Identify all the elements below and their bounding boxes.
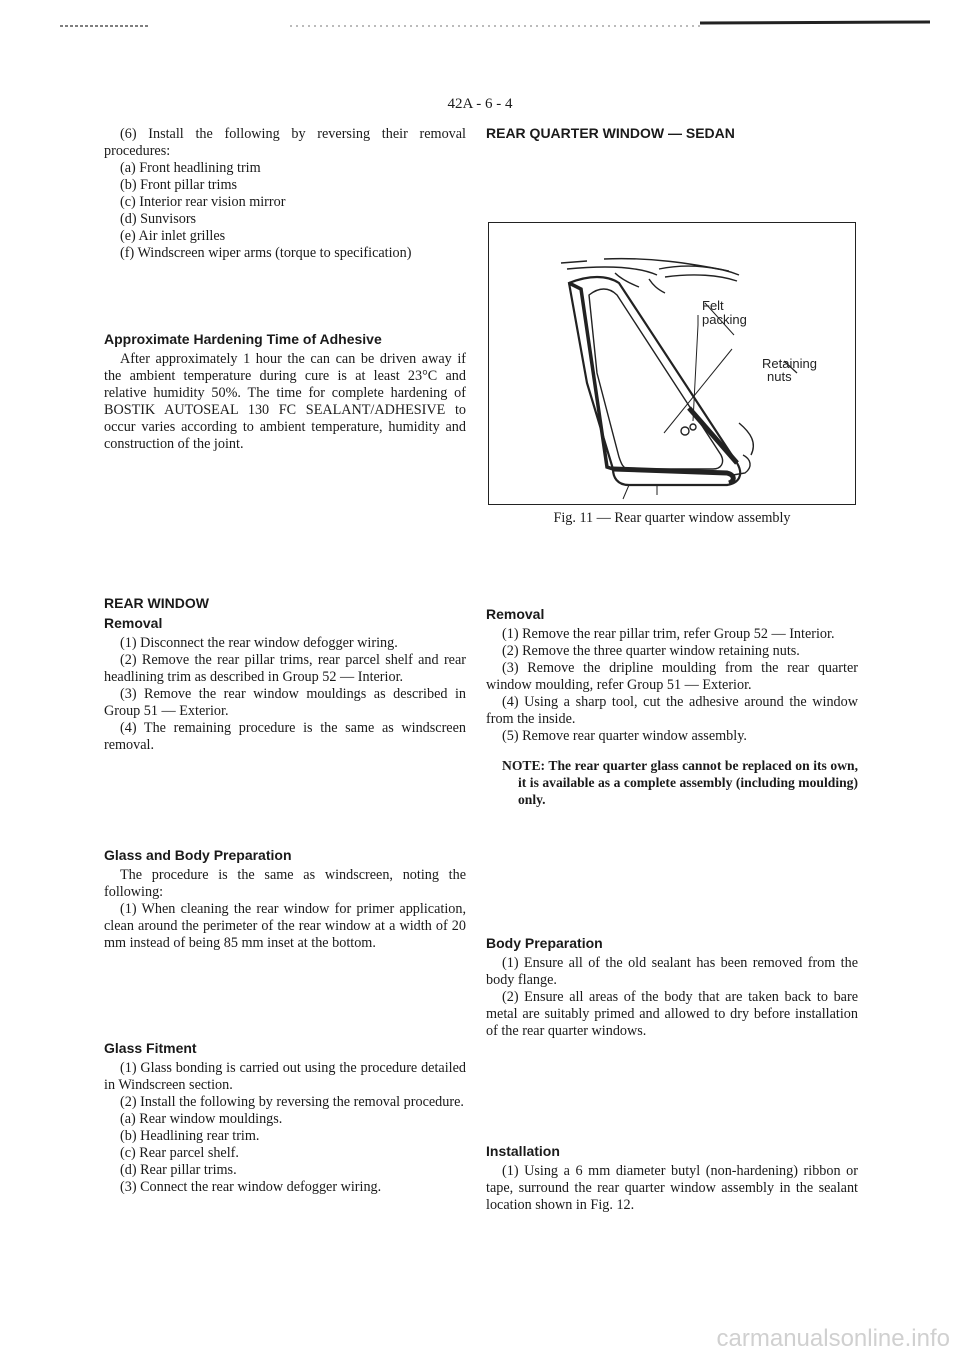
glass-body-section xyxy=(104,846,466,952)
list-item: (d) Sunvisors xyxy=(120,211,197,227)
note: NOTE: The rear quarter glass cannot be replaced on its own, it is available as a complete assembly (including moulding) only. xyxy=(502,758,858,807)
rear-window-section xyxy=(104,594,466,754)
glass-fitment-section xyxy=(104,1039,466,1196)
list-item: (a) Front headlining trim xyxy=(120,160,261,176)
step: (3) Remove the dripline moulding from the rear quarter window moulding, refer Group 51 — Exterior. xyxy=(486,660,858,693)
removal-section xyxy=(486,605,858,808)
step: (1) Disconnect the rear window defogger wiring. xyxy=(120,635,398,651)
step: (4) The remaining procedure is the same as windscreen removal. xyxy=(104,720,466,753)
step: (1) Using a 6 mm diameter butyl (non-hardening) ribbon or tape, surround the rear quarter window assembly in the sealant location shown in Fig. 12. xyxy=(486,1163,858,1213)
installation-heading: Installation xyxy=(486,1143,560,1159)
step: (1) Glass bonding is carried out using the procedure detailed in Windscreen section. xyxy=(104,1060,466,1093)
label-nuts: nuts xyxy=(767,369,792,384)
quarter-window-heading: REAR QUARTER WINDOW — SEDAN xyxy=(486,125,735,141)
step: (4) Using a sharp tool, cut the adhesive around the window from the inside. xyxy=(486,694,858,727)
step: (5) Remove rear quarter window assembly. xyxy=(502,728,747,744)
label-retaining: Retaining xyxy=(762,356,817,371)
step: (2) Remove the rear pillar trims, rear parcel shelf and rear headlining trim as described in Group 52 — Interior. xyxy=(104,652,466,685)
rear-window-heading: REAR WINDOW xyxy=(104,595,209,611)
step: (2) Remove the three quarter window retaining nuts. xyxy=(502,643,800,659)
list-item: (a) Rear window mouldings. xyxy=(120,1111,283,1127)
list-item: (b) Headlining rear trim. xyxy=(120,1128,260,1144)
step: (2) Ensure all areas of the body that are taken back to bare metal are suitably primed and allowed to dry before installation of the rear quarter windows. xyxy=(486,989,858,1039)
list-item: (d) Rear pillar trims. xyxy=(120,1162,237,1178)
label-packing: packing xyxy=(702,312,747,327)
list-item: (c) Rear parcel shelf. xyxy=(120,1145,239,1161)
list-item: (f) Windscreen wiper arms (torque to specification) xyxy=(120,245,412,261)
figure-caption: Fig. 11 — Rear quarter window assembly xyxy=(553,510,791,526)
quarter-window-illustration xyxy=(489,223,854,503)
step: (1) Ensure all of the old sealant has been removed from the body flange. xyxy=(486,955,858,988)
list-item: (c) Interior rear vision mirror xyxy=(120,194,286,210)
step: (3) Connect the rear window defogger wiring. xyxy=(120,1179,382,1195)
step: (2) Install the following by reversing the removal procedure. xyxy=(120,1094,464,1110)
installation-section xyxy=(486,1142,858,1214)
watermark: carmanualsonline.info xyxy=(716,1325,950,1352)
glass-body-text: The procedure is the same as windscreen, noting the following: xyxy=(104,867,466,900)
list-item: (b) Front pillar trims xyxy=(120,177,238,193)
step: (1) Remove the rear pillar trim, refer Group 52 — Interior. xyxy=(502,626,835,642)
left-column xyxy=(104,126,466,262)
step: (1) When cleaning the rear window for primer application, clean around the perimeter of the rear window at a width of 20 mm instead of being 85 mm inset at the bottom. xyxy=(104,901,466,951)
scan-edge-noise xyxy=(60,12,930,34)
hardening-heading: Approximate Hardening Time of Adhesive xyxy=(104,331,382,347)
install-intro: (6) Install the following by reversing their removal procedures: xyxy=(104,126,466,159)
figure-11 xyxy=(488,222,856,505)
label-felt: Felt xyxy=(702,298,724,313)
body-prep-heading: Body Preparation xyxy=(486,935,603,951)
removal-heading: Removal xyxy=(486,606,545,622)
body-prep-section xyxy=(486,934,858,1040)
quarter-window-heading-block xyxy=(486,124,858,142)
rear-window-removal-heading: Removal xyxy=(104,615,163,631)
glass-fitment-heading: Glass Fitment xyxy=(104,1040,197,1056)
page-number: 42A - 6 - 4 xyxy=(447,96,513,112)
glass-body-heading: Glass and Body Preparation xyxy=(104,847,292,863)
step: (3) Remove the rear window mouldings as described in Group 51 — Exterior. xyxy=(104,686,466,719)
hardening-text: After approximately 1 hour the can can be driven away if the ambient temperature during cure is at least 23°C and relative humidity 50%. The time for complete hardening of BOSTIK AUTOSEAL 130 FC SEALANT/ADHESIVE to occur varies according to ambient temperature, humidity and construction of the joint. xyxy=(104,351,466,452)
hardening-section xyxy=(104,330,466,453)
list-item: (e) Air inlet grilles xyxy=(120,228,226,244)
